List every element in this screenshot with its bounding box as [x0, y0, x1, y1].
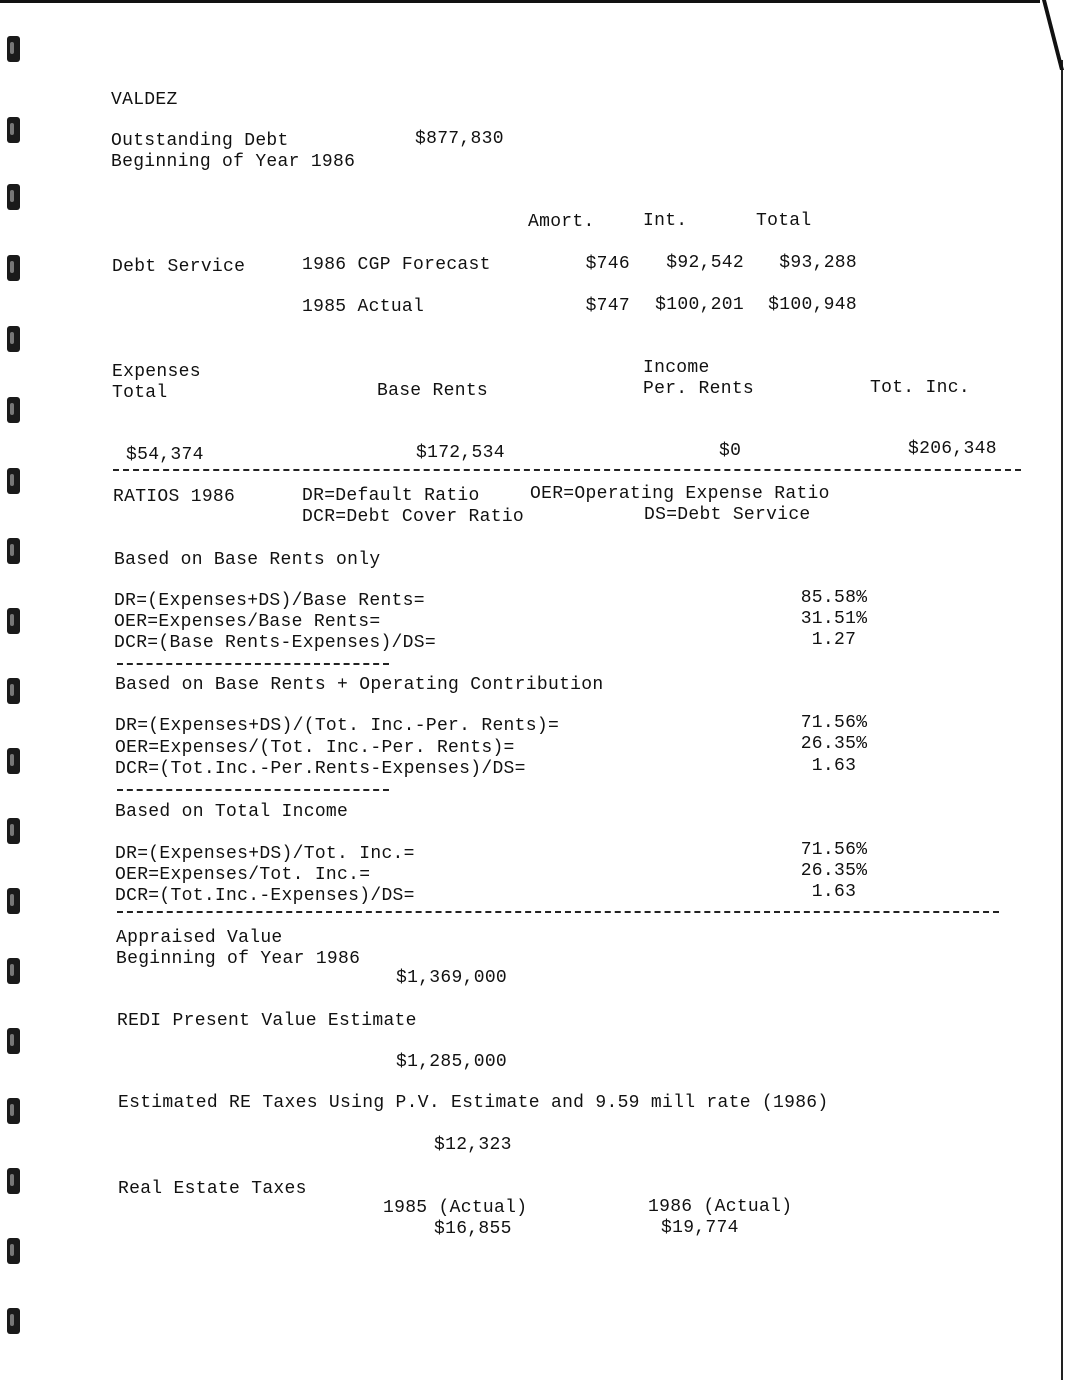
debt-service-int: $92,542: [666, 253, 744, 273]
ratio-value: 71.56%: [800, 713, 868, 733]
outstanding-debt-value: $877,830: [415, 129, 504, 149]
binder-hole-icon: [7, 678, 20, 704]
binder-hole-icon: [7, 255, 20, 281]
ratio-formula: OER=Expenses/Tot. Inc.=: [115, 865, 371, 885]
separator-line: [117, 911, 999, 913]
ratio-value: 26.35%: [800, 861, 868, 881]
estimated-taxes-value: $12,323: [434, 1135, 512, 1155]
expenses-value: $54,374: [126, 445, 204, 465]
ratio-value: 1.27: [811, 630, 857, 650]
binder-hole-icon: [7, 184, 20, 210]
binder-hole-icon: [7, 608, 20, 634]
ratio-value: 26.35%: [800, 734, 868, 754]
page-corner-mark: [1040, 0, 1066, 70]
ratio-formula: DR=(Expenses+DS)/(Tot. Inc.-Per. Rents)=: [115, 716, 560, 736]
amort-header: Amort.: [528, 212, 595, 232]
binder-hole-icon: [7, 117, 20, 143]
debt-service-amort: $746: [585, 254, 630, 274]
ratio-formula: DCR=(Base Rents-Expenses)/DS=: [114, 633, 436, 653]
estimated-taxes-label: Estimated RE Taxes Using P.V. Estimate and 9.59 mill rate (1986): [118, 1093, 829, 1113]
taxes-1985-value: $16,855: [434, 1219, 512, 1239]
appraised-value-label: Appraised Value: [116, 928, 283, 948]
debt-service-label: Debt Service: [112, 257, 246, 277]
redi-label: REDI Present Value Estimate: [117, 1011, 417, 1031]
ratio-value: 1.63: [811, 756, 857, 776]
section-heading: Based on Base Rents only: [114, 550, 381, 570]
ratio-formula: DR=(Expenses+DS)/Tot. Inc.=: [115, 844, 415, 864]
ratio-value: 85.58%: [800, 588, 868, 608]
expenses-header: Expenses: [112, 362, 201, 382]
base-rents-header: Base Rents: [377, 381, 489, 401]
section-heading: Based on Total Income: [115, 802, 349, 822]
income-header: Income: [643, 358, 710, 378]
debt-service-total: $100,948: [768, 295, 857, 315]
ratio-formula: DCR=(Tot.Inc.-Per.Rents-Expenses)/DS=: [115, 759, 526, 779]
binder-hole-icon: [7, 748, 20, 774]
real-estate-taxes-label: Real Estate Taxes: [118, 1179, 307, 1199]
taxes-1985-label: 1985 (Actual): [383, 1198, 528, 1218]
taxes-1986-value: $19,774: [661, 1218, 739, 1238]
document-title: VALDEZ: [111, 90, 178, 110]
right-edge-line: [1061, 60, 1063, 1380]
separator-line: [117, 663, 389, 665]
ratio-formula: DCR=(Tot.Inc.-Expenses)/DS=: [115, 886, 415, 906]
separator-line: [117, 789, 389, 791]
ratio-formula: OER=Expenses/(Tot. Inc.-Per. Rents)=: [115, 738, 515, 758]
per-rents-header: Per. Rents: [643, 379, 755, 399]
outstanding-debt-label-line2: Beginning of Year 1986: [111, 152, 356, 172]
binder-hole-icon: [7, 1308, 20, 1334]
binder-hole-icon: [7, 818, 20, 844]
outstanding-debt-label: Outstanding Debt: [111, 131, 289, 151]
ratio-formula: OER=Expenses/Base Rents=: [114, 612, 381, 632]
expenses-header-line2: Total: [112, 383, 168, 403]
binder-hole-icon: [7, 1098, 20, 1124]
binder-hole-icon: [7, 397, 20, 423]
base-rents-value: $172,534: [416, 443, 505, 463]
per-rents-value: $0: [719, 441, 742, 461]
section-heading: Based on Base Rents + Operating Contribution: [115, 675, 604, 695]
dcr-definition: DCR=Debt Cover Ratio: [302, 507, 525, 527]
appraised-value: $1,369,000: [396, 968, 508, 988]
debt-service-int: $100,201: [655, 295, 744, 315]
debt-service-row-label: 1986 CGP Forecast: [302, 255, 491, 275]
redi-value: $1,285,000: [396, 1052, 508, 1072]
binder-hole-icon: [7, 888, 20, 914]
tot-inc-value: $206,348: [908, 439, 997, 459]
binder-hole-icon: [7, 468, 20, 494]
binder-hole-icon: [7, 1168, 20, 1194]
ratio-formula: DR=(Expenses+DS)/Base Rents=: [114, 591, 425, 611]
binder-hole-icon: [7, 1028, 20, 1054]
binder-hole-icon: [7, 36, 20, 62]
debt-service-row-label: 1985 Actual: [302, 297, 425, 317]
separator-line: [113, 469, 1021, 471]
ds-definition: DS=Debt Service: [644, 505, 811, 525]
binder-hole-icon: [7, 958, 20, 984]
top-edge-line: [0, 0, 1040, 3]
binder-hole-icon: [7, 1238, 20, 1264]
int-header: Int.: [643, 211, 688, 231]
debt-service-total: $93,288: [779, 253, 857, 273]
dr-definition: DR=Default Ratio: [302, 486, 480, 506]
ratio-value: 31.51%: [800, 609, 868, 629]
ratios-label: RATIOS 1986: [113, 487, 236, 507]
total-header: Total: [756, 211, 812, 231]
debt-service-amort: $747: [585, 296, 630, 316]
oer-definition: OER=Operating Expense Ratio: [530, 484, 830, 504]
binder-hole-icon: [7, 538, 20, 564]
tot-inc-header: Tot. Inc.: [870, 378, 970, 398]
taxes-1986-label: 1986 (Actual): [648, 1197, 793, 1217]
ratio-value: 71.56%: [800, 840, 868, 860]
ratio-value: 1.63: [811, 882, 857, 902]
appraised-value-label-line2: Beginning of Year 1986: [116, 949, 361, 969]
binder-hole-icon: [7, 326, 20, 352]
